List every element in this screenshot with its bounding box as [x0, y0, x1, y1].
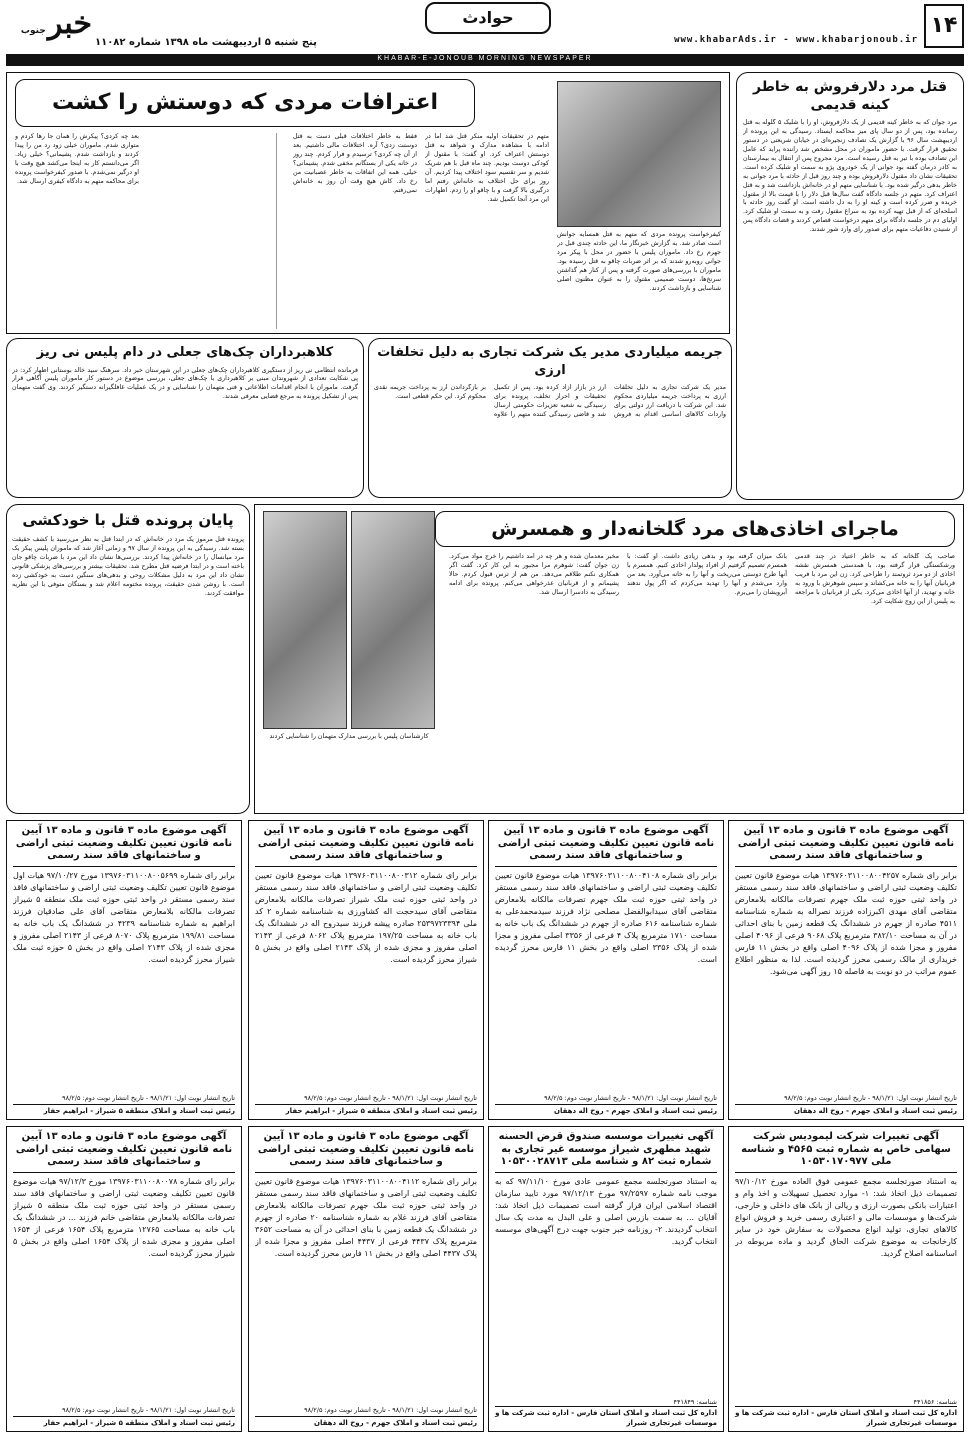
title-box: [435, 511, 955, 547]
ad-signature: اداره کل ثبت اسناد و املاک استان فارس - اداره ثبت شرکت ها و موسسات غیرتجاری شیراز: [735, 1406, 957, 1428]
article-title: پایان پرونده قتل با خودکشی: [22, 511, 234, 529]
ad-id: شناسه: ۴۴۱۸۵۶: [913, 1398, 957, 1407]
article-col-3: مخبر معدمان شده و هر چه در آمد داشتیم را خرج مواد می‌کرد. زن جوان گفت: شوهرم مرا مجبور به این کار کرد. گفت اگر همکاری نکنم طلاقم می‌دهد. من هم از ترس قبول کردم. حالا پشیمانم و از قربانیان عذرخواهی می‌کنم. پرونده برای ادامه رسیدگی به دادسرا ارسال شد.: [449, 553, 619, 596]
article-col-4: بعد چه کردی؟ پیکرش را همان جا رها کردم و متواری شدم. ماموران خیلی زود رد من را پیدا کردند و بازداشت شدم. پشیمانی؟ خیلی زیاد. اگر می‌دانستم کار به اینجا می‌کشد هیچ وقت با او درگیر نمی‌شدم. با صدور کیفرخواست پرونده برای محاکمه متهم به دادگاه کیفری ارسال شد.: [15, 133, 139, 185]
ad-company-changes-motahari: [488, 1126, 724, 1432]
article-dollar-seller: [736, 72, 964, 500]
column-divider: [147, 133, 277, 329]
ad-title: آگهی موضوع ماده ۳ قانون و ماده ۱۳ آیین نامه قانون تعیین تکلیف وضعیت ثبتی اراضی و ساختمانهای فاقد سند رسمی: [735, 825, 957, 867]
site-url[interactable]: www.khabarAds.ir - www.khabarjonoub.ir: [674, 35, 918, 45]
ad-title: آگهی تغییرات شرکت لیمودیس شرکت سهامی خاص به شماره ثبت ۴۵۶۵ و شناسه ملی ۱۰۵۳۰۱۷۰۹۷۷: [735, 1131, 957, 1173]
ad-land-registry-6: [6, 1126, 242, 1432]
ad-signature: رئیس ثبت اسناد و املاک منطقه ۵ شیراز - ابراهیم حفار: [255, 1104, 477, 1116]
ad-signature: رئیس ثبت اسناد و املاک جهرم - روح اله دهقان: [255, 1416, 477, 1428]
article-body: پرونده قتل مرموز یک مرد در خانه‌اش که در ابتدا قتل به نظر می‌رسید با کشف حقیقت بسته شد. رسیدگی به این پرونده از سال ۹۷ و زمانی آغاز شد که ماموران پلیس پیکر یک مرد میانسال را در خانه‌اش پیدا کردند. بررسی‌ها نشان داد این مرد با ضربات چاقو جان باخته است و در ابتدا فرضیه قتل مطرح شد. تحقیقات بیشتر و بررسی‌های پزشکی قانونی نشان داد این مرد به دلیل مشکلات روحی و بدهی‌های سنگین دست به خودکشی زده است. با روشن شدن حقیقت، پرونده مختومه اعلام شد و بستگان متوفی با این نظریه موافقت کردند.: [12, 536, 244, 597]
ad-signature: رئیس ثبت اسناد و املاک منطقه ۵ شیراز - ابراهیم حفار: [13, 1416, 235, 1428]
ad-signature: اداره کل ثبت اسناد و املاک استان فارس - اداره ثبت شرکت ها و موسسات غیرتجاری شیراز: [495, 1406, 717, 1428]
section-title: حوادث: [425, 2, 551, 34]
article-forex-fine: [368, 338, 732, 498]
article-col-1: صاحب یک گلخانه که به خاطر اعتیاد در چند قدمی ورشکستگی قرار گرفته بود، با همدستی همسرش نقشه اخاذی از دو مرد ثروتمند را طراحی کرد. زن این مرد با فریب قربانیان آنها را به خانه می‌کشاند و سپس شوهرش با ورود به خانه و تهدید، از آنها اخاذی می‌کرد. یکی از قربانیان با مراجعه به پلیس از این زوج شکایت کرد.: [795, 553, 955, 605]
ad-land-registry-4: [6, 820, 242, 1120]
ad-body: برابر رای شماره ۱۳۹۷۶۰۳۱۱۰۰۸۰۰۴۱۰۸ هیات موضوع قانون تعیین تکلیف وضعیت ثبتی اراضی و ساختمانهای فاقد سند رسمی مستقر در واحد ثبتی حوزه ثبت ملک جهرم تصرفات مالکانه بلامعارض متقاضی آقای سیدابوالفضل مصلحی نژاد فرزند سیدمحمدعلی به شماره شناسنامه ۶۱۶ صادره از جهرم در ششدانگ یک باب خانه به مساحت ۱۷۱۰ مترمربع پلاک ۴ فرعی از ۳۳۵۶ اصلی مفروز و مجزا شده از پلاک ۳۳۵۶ اصلی واقع در بخش ۱۱ فارس محرز گردیده است.: [495, 870, 717, 964]
article-confession: [6, 72, 730, 334]
ad-id: شناسه: ۴۴۱۸۴۹: [673, 1398, 717, 1407]
ad-title: آگهی موضوع ماده ۳ قانون و ماده ۱۳ آیین نامه قانون تعیین تکلیف وضعیت ثبتی اراضی و ساختمانهای فاقد سند رسمی: [255, 1131, 477, 1173]
article-col-2: متهم در تحقیقات اولیه منکر قتل شد اما در ادامه با مشاهده مدارک و شواهد به قتل دوستش اعتراف کرد. او گفت: با مقتول از کودکی دوست بودیم. چند ماه قبل با هم شریک شدیم و سر تقسیم سود اختلاف پیدا کردیم. آن روز برای حل اختلاف به خانه‌اش رفتم اما درگیری بالا گرفت و با چاقو او را زدم. اظهارات این مرد آنجا تکمیل شد.: [425, 133, 549, 203]
header-strip: KHABAR-E-JONOUB MORNING NEWSPAPER: [6, 54, 964, 66]
article-col-1: کیفرخواست پرونده مردی که متهم به قتل همسایه جوانش است صادر شد. به گزارش خبرنگار ما، این حادثه چندی قبل در جهرم رخ داد. ماموران پلیس با حضور در محل با پیکر مرد جوانی روبه‌رو شدند که بر اثر ضربات چاقو به قتل رسیده بود. ماموران با بررسی‌های صورت گرفته و پس از کنار هم گذاشتن سرنخ‌ها، دوست صمیمی مقتول را به عنوان مظنون اصلی شناسایی و بازداشت کردند.: [557, 231, 721, 292]
ad-dates: تاریخ انتشار نوبت اول: ۹۸/۱/۲۱ - تاریخ انتشار نوبت دوم: ۹۸/۲/۵: [62, 1406, 235, 1415]
ad-dates: تاریخ انتشار نوبت اول: ۹۸/۱/۲۱ - تاریخ انتشار نوبت دوم: ۹۸/۲/۵: [62, 1094, 235, 1103]
ad-land-registry-5: [248, 1126, 484, 1432]
article-title: جریمه میلیاردی مدیر یک شرکت تجاری به دلیل تخلفات ارزی: [377, 345, 723, 378]
suspect-photo-2: [351, 511, 435, 729]
ad-signature: رئیس ثبت اسناد و املاک جهرم - روح اله دهقان: [735, 1104, 957, 1116]
ad-title: آگهی موضوع ماده ۳ قانون و ماده ۱۳ آیین نامه قانون تعیین تکلیف وضعیت ثبتی اراضی و ساختمانهای فاقد سند رسمی: [13, 825, 235, 867]
ad-land-registry-1: [728, 820, 964, 1120]
ad-body: برابر رای شماره ۱۳۹۷۶۰۳۱۱۰۰۸۰۰۴۱۱۲ هیات موضوع قانون تعیین تکلیف وضعیت ثبتی اراضی و ساختمانهای فاقد سند رسمی مستقر در واحد ثبتی حوزه ثبت ملک جهرم تصرفات مالکانه بلامعارض متقاضی آقای فرزند غلام به شماره شناسنامه ۲۰ صادره از جهرم در ششدانگ یک قطعه زمین با بنای احداثی در آن به مساحت ۳۶۵۲ مترمربع پلاک ۴۴۳۷ فرعی از ۴۴۳۷ اصلی مفروز و مجزا شده از پلاک ۴۴۳۷ اصلی واقع در بخش ۱۱ فارس محرز گردیده است.: [255, 1176, 477, 1258]
ad-title: آگهی موضوع ماده ۳ قانون و ماده ۱۳ آیین نامه قانون تعیین تکلیف وضعیت ثبتی اراضی و ساختمانهای فاقد سند رسمی: [13, 1131, 235, 1173]
article-col-3: فقط به خاطر اختلافات قبلی دست به قتل دوستت زدی؟ آره. اختلافات مالی داشتیم. بعد از آن چه کردی؟ ترسیدم و فرار کردم. چند روز در خانه یکی از بستگانم مخفی شدم. پشیمانی؟ خیلی. همه این اتفاقات به خاطر عصبانیت من رخ داد. کاش هیچ وقت آن روز به خانه‌اش نمی‌رفتم.: [293, 133, 417, 194]
ad-body: برابر رای شماره ۱۳۹۷۶۰۳۱۱۰۰۸۰۰۵۶۹۹ مورخ ۹۷/۱۰/۲۷ هیات اول موضوع قانون تعیین تکلیف وضعیت ثبتی اراضی و ساختمانهای فاقد سند رسمی مستقر در واحد ثبتی حوزه ثبت ملک منطقه ۵ شیراز تصرفات مالکانه بلامعارض متقاضی آقای علی صادقیان فرزند ابراهیم به شماره شناسنامه ۴۲۳۹ در ششدانگ یک باب خانه به مساحت ۱۹۹/۸۱ مترمربع پلاک ۸۰۷۰ فرعی از ۲۱۴۳ اصلی مفروز و مجزی شده از پلاک ۲۱۴۳ اصلی واقع در بخش ۵ حوزه ثبت ملک شیراز محرز گردیده است.: [13, 870, 235, 964]
ad-body: برابر رای شماره ۱۳۹۷۶۰۳۱۱۰۰۸۰۰۴۲۵۷ هیات موضوع قانون تعیین تکلیف وضعیت ثبتی اراضی و ساختمانهای فاقد سند رسمی مستقر در واحد ثبتی حوزه ثبت ملک جهرم تصرفات مالکانه بلامعارض متقاضی آقای مهدی اکبرزاده فرزند نصراله به شماره شناسنامه ۴۵۱۱ صادره از جهرم در ششدانگ یک قطعه زمین با بنای احداثی در آن به مساحت ۳۸۲/۱۰ مترمربع پلاک ۹۰۶۸ فرعی از ۴۰۹۶ اصلی مفروز و مجزا شده از پلاک ۴۰۹۶ اصلی واقع در بخش ۱۱ فارس خریداری از مالک رسمی محرز گردیده است. لذا به منظور اطلاع عموم مراتب در دو نوبت به فاصله ۱۵ روز آگهی می‌شود.: [735, 870, 957, 976]
ad-title: آگهی موضوع ماده ۳ قانون و ماده ۱۳ آیین نامه قانون تعیین تکلیف وضعیت ثبتی اراضی و ساختمانهای فاقد سند رسمی: [255, 825, 477, 867]
ad-title: آگهی موضوع ماده ۳ قانون و ماده ۱۳ آیین نامه قانون تعیین تکلیف وضعیت ثبتی اراضی و ساختمانهای فاقد سند رسمی: [495, 825, 717, 867]
article-title: ماجرای اخاذی‌های مرد گلخانه‌دار و همسرش: [491, 517, 899, 540]
article-body: مرد جوان که به خاطر کینه قدیمی از یک دلارفروش، او را با شلیک ۵ گلوله به قتل رسانده بود، پس از دو سال پای میز محاکمه ایستاد. رسیدگی به این پرونده از اردیبهشت سال ۹۶ با گزارش یک تصادف زنجیره‌ای در خیابان شریعتی در دستور تحقیق قرار گرفت. با حضور ماموران در محل مشخص شد راننده پراید که عامل این تصادف بوده با تیر به قتل رسیده است. مرد مجروح پس از انتقال به بیمارستان به کادر درمان گفته بود جوانی از یک خودروی پژو به سمت او شلیک کرده است. تحقیقات نشان داد مقتول دلارفروش بوده و چند روز قبل از حادثه با مرد جوانی به خاطر بدهی درگیر شده بود. با شناسایی متهم او در خانه‌اش بازداشت شد و به قتل اعتراف کرد. متهم در جلسه دادگاه گفت سال‌ها قبل دلار را با قیمت بالا از مقتول خریده و ضرر کرده است و کینه او را به دل داشته است. او گفت روز حادثه با اسلحه‌ای که از قبل تهیه کرده بود به سراغ مقتول رفت و به سمت او شلیک کرد. اولیای دم در جلسه دادگاه برای متهم درخواست قصاص کردند و قضات دادگاه پس از شنیدن دفاعیات متهم برای صدور رای وارد شور شدند.: [743, 119, 957, 234]
ad-dates: تاریخ انتشار نوبت اول: ۹۸/۱/۲۱ - تاریخ انتشار نوبت دوم: ۹۸/۲/۵: [304, 1094, 477, 1103]
article-title: کلاهبرداران چک‌های جعلی در دام پلیس نی ریز: [36, 345, 334, 360]
ad-land-registry-2: [488, 820, 724, 1120]
logo-text: خبر: [47, 6, 92, 41]
ad-signature: رئیس ثبت اسناد و املاک منطقه ۵ شیراز - ابراهیم حفار: [13, 1104, 235, 1116]
ad-body: برابر رای شماره ۱۳۹۷۶۰۳۱۱۰۰۸۰۰۳۱۲ هیات موضوع قانون تعیین تکلیف وضعیت ثبتی اراضی و ساختمانهای فاقد سند رسمی مستقر در واحد ثبتی حوزه ثبت ملک شیراز تصرفات مالکانه بلامعارض متقاضی آقای سیدحجت اله کشاورزی به شناسنامه شماره ۲ کد ملی ۲۵۳۹۷۲۳۳۹۴ صادره پیشه فرزند سیدروح اله در ششدانگ یک باب خانه به مساحت ۱۹۷/۲۵ مترمربع پلاک ۸۰۶۲ فرعی از ۲۱۴۳ اصلی مفروز و مجزی شده از پلاک ۲۱۴۳ اصلی واقع در بخش ۵ شیراز محرز گردیده است.: [255, 870, 477, 964]
page-number: ۱۴: [924, 4, 964, 48]
article-body: مدیر یک شرکت تجاری به دلیل تخلفات ارزی به پرداخت جریمه میلیاردی محکوم شد. این شرکت با دریافت ارز دولتی برای واردات کالاهای اساسی اقدام به فروش ارز در بازار آزاد کرده بود. پس از تکمیل تحقیقات و احراز تخلف، پرونده برای رسیدگی به شعبه تعزیرات حکومتی ارسال شد و قاضی رسیدگی کننده متهم را علاوه بر بازگرداندن ارز به پرداخت جریمه نقدی محکوم کرد. این حکم قطعی است.: [374, 384, 726, 418]
ad-dates: تاریخ انتشار نوبت اول: ۹۸/۱/۲۱ - تاریخ انتشار نوبت دوم: ۹۸/۲/۵: [544, 1094, 717, 1103]
ad-company-changes-limodis: [728, 1126, 964, 1432]
ad-land-registry-3: [248, 820, 484, 1120]
issue-date: پنج شنبه ۵ اردیبهشت ماه ۱۳۹۸ شماره ۱۱۰۸۲: [95, 37, 317, 48]
logo-subtext: جنوب: [20, 26, 46, 36]
article-title: قتل مرد دلارفروش به خاطر کینه قدیمی: [753, 79, 947, 113]
ad-title: آگهی تغییرات موسسه صندوق قرض الحسنه شهید مطهری شیراز موسسه غیر تجاری به شماره ثبت ۸۲ و شناسه ملی ۱۰۵۳۰۰۲۸۷۱۳: [495, 1131, 717, 1173]
article-extortion: [254, 504, 964, 814]
ad-body: به استناد صورتجلسه مجمع عمومی فوق العاده مورخ ۹۷/۱۰/۱۲ تصمیمات ذیل اتخاذ شد: ۱- موارد تحصیل تسهیلات و اخذ وام و اعتبارات بانکی بصورت ارزی و ریالی از بانک های داخلی و خارجی، شرکت‌ها و موسسات مالی و اعتباری رسمی خرید و فروش انواع کالاهای تجاری، تولید انواع محصولات به سفارش خود در سایر کارخانجات به موضوع شرکت الحاق گردید و ماده مربوطه در اساسنامه اصلاح گردید.: [735, 1176, 957, 1258]
article-body: فرمانده انتظامی نی ریز از دستگیری کلاهبرداران چک‌های جعلی در این شهرستان خبر داد. سرهنگ سید خالد بوستانی اظهار کرد: در پی شکایت تعدادی از شهروندان مبنی بر کلاهبرداری با چک‌های جعلی، بررسی موضوع در دستور کار ماموران پلیس آگاهی قرار گرفت. ماموران با انجام اقدامات اطلاعاتی و فنی متهمان را شناسایی و در یک عملیات غافلگیرانه دستگیر کردند. وی گفت متهمان پس از تشکیل پرونده به مرجع قضایی معرفی شدند.: [12, 366, 358, 401]
article-cheque-fraud: [6, 338, 364, 498]
article-col-2: بانک میزان گرفته بود و بدهی زیادی داشت. او گفت: با همسرم تصمیم گرفتیم از افراد پولدار اخاذی کنیم. همسرم با آنها طرح دوستی می‌ریخت و آنها را به خانه می‌آورد. بعد من وارد می‌شدم و آنها را تهدید می‌کردم که اگر پول ندهند آبرویشان را می‌برم.: [627, 553, 787, 596]
ad-body: برابر رای شماره ۱۳۹۷۶۰۳۱۱۰۰۸۰۰۷۸ مورخ ۹۷/۱۲/۳ هیات موضوع قانون تعیین تکلیف وضعیت ثبتی اراضی و ساختمانهای فاقد سند رسمی مستقر در واحد ثبتی حوزه ثبت ملک منطقه ۵ شیراز تصرفات مالکانه بلامعارض متقاضی خانم فرزند ... در ششدانگ یک باب خانه به مساحت ۱۲۷۶۵ مترمربع پلاک ۱۶۵۴ فرعی از ۱۶۵۴ اصلی مفروز و مجزی شده از پلاک ۱۶۵۴ اصلی واقع در بخش ۵ شیراز محرز گردیده است.: [13, 1176, 235, 1258]
article-title: اعترافات مردی که دوستش را کشت: [51, 89, 439, 115]
suspect-photo-1: [263, 511, 347, 729]
photo-caption: کارشناسان پلیس با بررسی مدارک متهمان را شناسایی کردند: [269, 733, 429, 740]
ad-body: به استناد صورتجلسه مجمع عمومی عادی مورخ ۹۷/۱۱/۱۰ که به موجب نامه شماره ۹۷/۲۵۹۷ مورخ ۹۷/۱۲/۱۳ مورد تایید سازمان اقتصاد اسلامی ایران قرار گرفته است تصمیمات ذیل اتخاذ شد: آقایان ... به سمت بازرس اصلی و علی البدل به مدت یک سال انتخاب گردیدند. ۲- روزنامه خبر جنوب جهت درج آگهی‌های موسسه انتخاب گردید.: [495, 1176, 717, 1246]
ad-signature: رئیس ثبت اسناد و املاک جهرم - روح اله دهقان: [495, 1104, 717, 1116]
newspaper-logo: [6, 4, 92, 52]
article-suicide-case: [6, 504, 250, 814]
title-box: [15, 79, 475, 127]
ad-dates: تاریخ انتشار نوبت اول: ۹۸/۱/۲۱ - تاریخ انتشار نوبت دوم: ۹۸/۲/۵: [784, 1094, 957, 1103]
ad-dates: تاریخ انتشار نوبت اول: ۹۸/۱/۲۱ - تاریخ انتشار نوبت دوم: ۹۸/۲/۵: [304, 1406, 477, 1415]
suspect-photo: [557, 81, 721, 227]
